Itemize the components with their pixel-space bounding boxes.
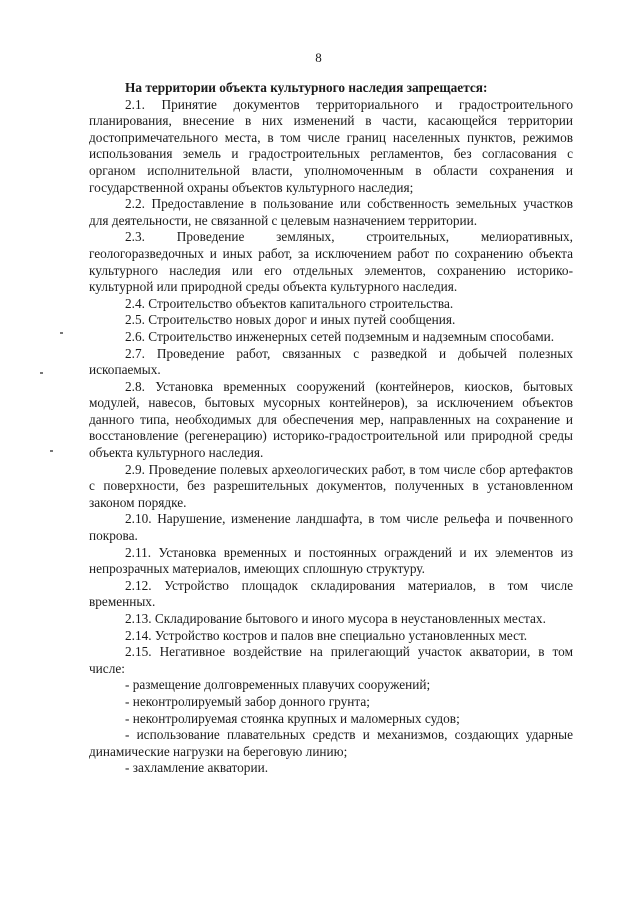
scan-speck	[50, 450, 53, 452]
item-2-5: 2.5. Строительство новых дорог и иных путей сообщения.	[125, 312, 456, 328]
item-2-7: 2.7. Проведение работ, связанных с разведкой и добычей полезных ископаемых.	[89, 345, 573, 378]
sub-item-littering: - захламление акватории.	[125, 760, 269, 776]
item-2-1: 2.1. Принятие документов территориального и градостроительного планирования, внесение в них изменений в части, касающейся территории достопримечательного места, в том числе границ населенных пунктов, режимов использования земель и градостроительных регламентов, без согласования с органом исполнительной власти, уполномоченным в области сохранения и государственной охраны объектов культурного наследия;	[89, 96, 573, 195]
page-number: 8	[315, 50, 322, 65]
item-2-9: 2.9. Проведение полевых археологических работ, в том числе сбор артефактов с поверхности, без разрешительных документов, полученных в установленном законом порядке.	[89, 461, 573, 510]
sub-item-soil-extraction: - неконтролируемый забор донного грунта;	[125, 693, 370, 709]
item-2-11: 2.11. Установка временных и постоянных ограждений и их элементов из непрозрачных материалов, имеющих сплошную структуру.	[89, 544, 573, 577]
item-2-2: 2.2. Предоставление в пользование или собственность земельных участков для деятельности, не связанной с целевым назначением территории.	[89, 196, 573, 228]
item-2-13: 2.13. Складирование бытового и иного мусора в неустановленных местах.	[125, 611, 546, 626]
sub-item-watercraft-use: - использование плавательных средств и механизмов, создающих ударные динамические нагрузки на береговую линию;	[89, 727, 573, 759]
item-2-6: 2.6. Строительство инженерных сетей подземным и надземным способами.	[125, 328, 555, 344]
item-2-3: 2.3. Проведение земляных, строительных, мелиоративных, геологоразведочных и иных работ, за исключением работ по сохранению объекта культурного наследия или его отдельных элементов, сохранению историко-культурной или природной среды объекта культурного наследия.	[89, 229, 573, 295]
document-body	[89, 80, 573, 777]
item-2-4: 2.4. Строительство объектов капитального строительства.	[125, 295, 454, 311]
scan-speck	[60, 332, 63, 334]
sub-item-floating-structures: - размещение долговременных плавучих сооружений;	[125, 677, 431, 693]
scan-speck	[40, 372, 43, 374]
item-2-8: 2.8. Установка временных сооружений (контейнеров, киосков, бытовых модулей, навесов, бытовых мусорных контейнеров), за исключением объектов данного типа, необходимых для обеспечения мер, направленных на сохранение и восстановление (регенерацию) историко-градостроительной или природной среды объекта культурного наследия.	[89, 378, 573, 461]
sub-item-vessel-parking: - неконтролируемая стоянка крупных и маломерных судов;	[125, 710, 460, 726]
item-2-14: 2.14. Устройство костров и палов вне специально установленных мест.	[125, 627, 528, 643]
item-2-10: 2.10. Нарушение, изменение ландшафта, в том числе рельефа и почвенного покрова.	[89, 511, 573, 544]
item-2-12: 2.12. Устройство площадок складирования материалов, в том числе временных.	[89, 577, 573, 610]
section-heading: На территории объекта культурного наследия запрещается:	[125, 80, 488, 95]
item-2-15: 2.15. Негативное воздействие на прилегающий участок акватории, в том числе:	[89, 644, 573, 676]
